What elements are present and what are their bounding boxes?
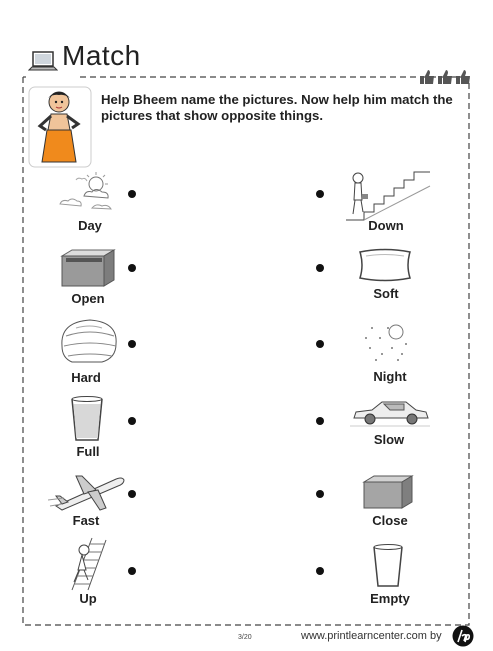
bheem-character-icon [28, 86, 92, 168]
match-dot-full[interactable] [128, 417, 136, 425]
match-dot-down[interactable] [316, 190, 324, 198]
empty-glass-icon [372, 544, 404, 588]
word-label-hard: Hard [71, 370, 101, 385]
match-dot-fast[interactable] [128, 490, 136, 498]
match-dot-up[interactable] [128, 567, 136, 575]
match-dot-soft[interactable] [316, 264, 324, 272]
moon-stars-icon [362, 320, 412, 364]
page-title: Match [62, 40, 141, 71]
match-dot-night[interactable] [316, 340, 324, 348]
word-label-open: Open [71, 291, 105, 306]
thumbs-up-icon [418, 68, 474, 86]
full-glass-icon [70, 396, 104, 442]
open-box-icon [58, 248, 118, 288]
climbing-ladder-icon [62, 536, 114, 592]
helmet-icon [56, 314, 122, 368]
word-label-fast: Fast [72, 513, 100, 528]
word-label-day: Day [78, 218, 102, 233]
word-label-full: Full [76, 444, 100, 459]
word-label-up: Up [79, 591, 97, 606]
pillow-icon [356, 246, 414, 284]
closed-box-icon [362, 474, 414, 510]
match-dot-slow[interactable] [316, 417, 324, 425]
match-dot-close[interactable] [316, 490, 324, 498]
instructions-text: Help Bheem name the pictures. Now help him match the pictures that show opposite things. [101, 92, 453, 123]
word-label-empty: Empty [370, 591, 410, 606]
sun-clouds-icon [56, 170, 120, 214]
word-label-soft: Soft [373, 286, 399, 301]
footer-url: www.printlearncenter.com by [301, 630, 442, 642]
word-label-close: Close [372, 513, 408, 528]
car-icon [350, 398, 430, 428]
hp-logo-icon [452, 625, 474, 647]
match-dot-empty[interactable] [316, 567, 324, 575]
page-number: 3/20 [238, 634, 252, 641]
word-label-slow: Slow [373, 432, 405, 447]
match-dot-hard[interactable] [128, 340, 136, 348]
match-dot-open[interactable] [128, 264, 136, 272]
stairs-icon [344, 168, 432, 222]
laptop-icon [28, 50, 58, 74]
match-dot-day[interactable] [128, 190, 136, 198]
word-label-down: Down [368, 218, 404, 233]
airplane-icon [48, 470, 128, 514]
word-label-night: Night [373, 369, 407, 384]
